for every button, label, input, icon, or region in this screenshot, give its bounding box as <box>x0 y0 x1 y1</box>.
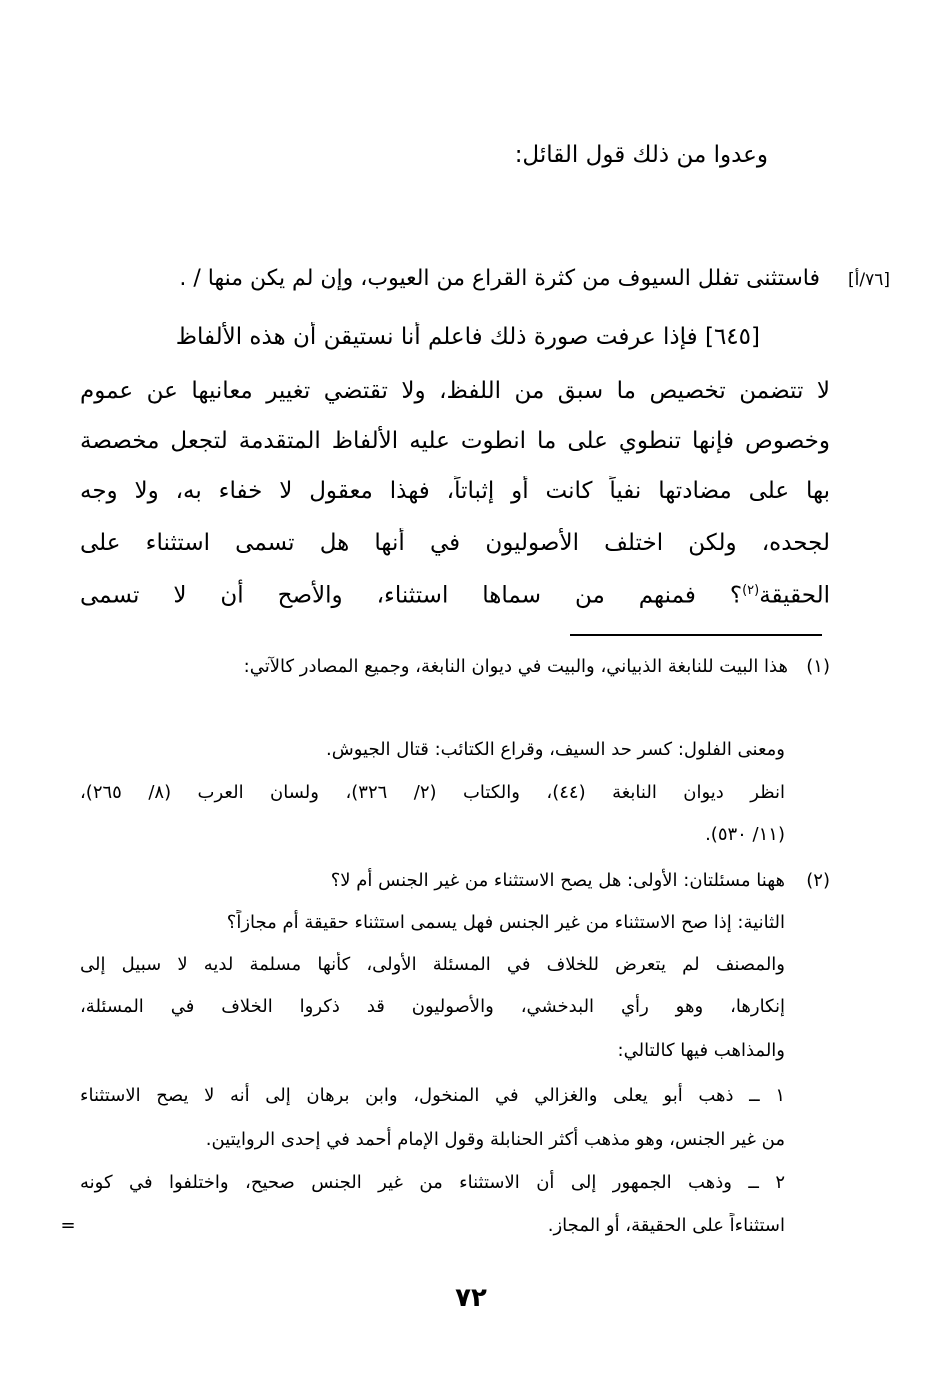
footnote-2-line-1: ههنا مسئلتان: الأولى: هل يصح الاستثناء من غير الجنس أم لا؟ <box>330 870 785 891</box>
page-number: ٧٢ <box>455 1283 487 1313</box>
footnote-2-line-3: والمصنف لم يتعرض للخلاف في المسئلة الأولى، كأنها مسلمة لديه لا سبيل إلى <box>80 954 785 975</box>
footnote-2-line-6: ١ ــ ذهب أبو يعلى والغزالي في المنخول، وابن برهان إلى أنه لا يصح الاستثناء <box>80 1085 785 1106</box>
paragraph-line-6 <box>80 576 830 611</box>
paragraph-line-6-rest: ؟ فمنهم من سماها استثناء، والأصح أن لا تسمى <box>80 582 743 609</box>
footnote-1-line-5: (١١/ ٥٣٠). <box>705 824 785 845</box>
paragraph-line-3: وخصوص فإنها تنطوي على ما انطوت عليه الألفاظ المتقدمة لتجعل مخصصة <box>80 428 830 454</box>
footnote-1-line-1: هذا البيت للنابغة الذبياني، والبيت في ديوان النابغة، وجميع المصادر كالآتي: <box>243 656 788 677</box>
footnote-1-number: (١) <box>806 656 830 677</box>
footnote-2-line-2: الثانية: إذا صح الاستثناء من غير الجنس فهل يسمى استثناء حقيقة أم مجازاً؟ <box>226 912 785 933</box>
footnote-1-line-3: ومعنى الفلول: كسر حد السيف، وقراع الكتائب: قتال الجيوش. <box>326 739 785 760</box>
footnote-2-line-4: إنكارها، وهو رأي البدخشي، والأصوليون قد ذكروا الخلاف في المسئلة، <box>80 996 785 1017</box>
footnote-2-line-7: من غير الجنس، وهو مذهب أكثر الحنابلة وقول الإمام أحمد في إحدى الروايتين. <box>205 1129 785 1150</box>
paragraph-line-4: بها على مضادتها نفياً كانت أو إثباتاً، فهذا معقول لا خفاء به، ولا وجه <box>80 478 830 504</box>
paragraph-line-2: لا تتضمن تخصيص ما سبق من اللفظ، ولا تقتضي تغيير معانيها عن عموم <box>80 378 830 404</box>
paragraph-line-1: [٦٤٥] فإذا عرفت صورة ذلك فاعلم أنا نستيقن أن هذه الألفاظ <box>175 324 760 350</box>
footnote-2-number: (٢) <box>806 870 830 891</box>
paragraph-line-5: لجحده، ولكن اختلف الأصوليون في أنها هل تسمى استثناء على <box>80 530 830 556</box>
footnote-2-line-8: ٢ ــ وذهب الجمهور إلى أن الاستثناء من غير الجنس صحيح، واختلفوا في كونه <box>80 1172 785 1193</box>
footnote-2-line-9: استثناءاً على الحقيقة، أو المجاز. <box>547 1215 785 1236</box>
paragraph-line-6-start: الحقيقة <box>759 582 830 609</box>
continuation-mark: = <box>60 1215 76 1236</box>
footnote-ref-2[interactable]: (٢) <box>742 583 760 598</box>
verse-commentary-line: فاستثنى تفلل السيوف من كثرة القراع من العيوب، وإن لم يكن منها / . <box>179 266 820 291</box>
footnote-2-line-5: والمذاهب فيها كالتالي: <box>617 1040 785 1061</box>
lead-line: وعدوا من ذلك قول القائل: <box>514 142 768 168</box>
margin-reference: [٧٦/أ] <box>848 270 890 290</box>
footnote-1-line-4: انظر ديوان النابغة (٤٤)، والكتاب (٢/ ٣٢٦)، ولسان العرب (٨/ ٢٦٥)، <box>80 782 785 803</box>
footnote-separator <box>570 634 822 636</box>
